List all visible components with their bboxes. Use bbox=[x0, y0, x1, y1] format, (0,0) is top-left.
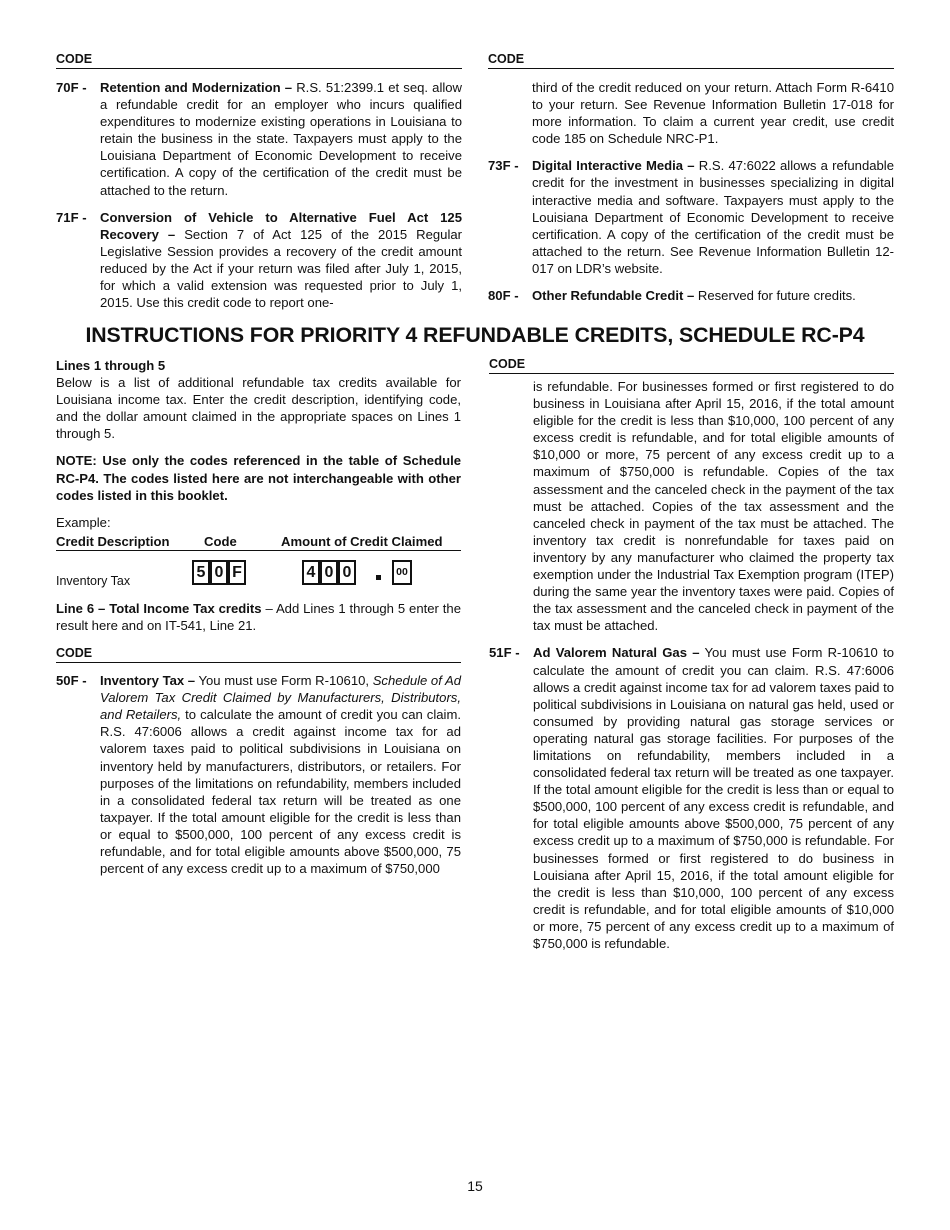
example-label: Example: bbox=[56, 514, 111, 530]
credit-title: Conversion of Vehicle to Alternative Fuel Act 125 Recovery – bbox=[100, 209, 462, 242]
credit-entry-70f bbox=[56, 79, 462, 199]
code-box: 0 bbox=[210, 560, 228, 585]
credit-entry-51f bbox=[489, 644, 894, 952]
code-header: CODE bbox=[488, 52, 894, 69]
left-column bbox=[56, 357, 461, 877]
amount-box: 0 bbox=[338, 560, 356, 585]
top-right-column bbox=[488, 52, 894, 304]
column-amount: Amount of Credit Claimed bbox=[281, 533, 443, 549]
credit-entry-80f bbox=[488, 287, 894, 304]
credit-text: R.S. 47:6022 allows a refundable credit for the investment in businesses specializing in digital interactive media and software. Taxpayers must apply to the Louisiana Department of Economic Development to receive certification. A copy of the certification of the credit must be attached to the return. See Revenue Information Bulletin 12-017 on LDR’s website. bbox=[532, 158, 894, 276]
credit-code: 73F - bbox=[488, 158, 519, 174]
credit-title: Retention and Modernization – bbox=[100, 80, 293, 95]
credit-entry-73f bbox=[488, 157, 894, 277]
credit-code: 70F - bbox=[56, 80, 87, 95]
lines-text: Below is a list of additional refundable tax credits available for Louisiana income tax. Enter the credit description, identifying code, and the dollar amount claimed in the appropriate spaces on Lines 1 through 5. bbox=[56, 375, 461, 442]
lines-heading: Lines 1 through 5 bbox=[56, 358, 166, 373]
example-description: Inventory Tax bbox=[56, 573, 131, 588]
credit-text: You must use Form R-10610 to calculate the amount of credit you can claim. R.S. 47:6006 allows a credit against income tax for ad valorem taxes paid to political subdivisions in Louisiana on natural gas held, used or consumed by providing natural gas storage services or operating natural gas storage facilities. For purposes of the limitations on refundability, members included in a consolidated federal tax return will be treated as one taxpayer. If the total amount eligible for the credit is less than or equal to $500,000, 100 percent of any excess credit is refundable, and for total eligible amounts above $500,000, 75 percent of any excess credit up to a maximum of $750,000 is refundable. For businesses formed or first registered to do business in Louisiana after April 15, 2016, if the total amount eligible for the credit is less than $10,000, 100 percent of any excess credit is refundable, and for total eligible amounts of $10,000 or more, 75 percent of any excess credit up to a maximum of $750,000 is refundable. bbox=[533, 645, 894, 951]
code-header: CODE bbox=[56, 646, 461, 663]
credit-title: Other Refundable Credit – bbox=[532, 288, 695, 304]
page-number: 15 bbox=[467, 1178, 483, 1194]
column-credit-description: Credit Description bbox=[56, 533, 170, 549]
line6-text bbox=[56, 600, 461, 634]
right-column bbox=[489, 357, 894, 952]
column-code: Code bbox=[204, 533, 237, 549]
example-header-row bbox=[56, 533, 461, 551]
cents-box: 00 bbox=[392, 560, 412, 585]
note-text: NOTE: Use only the codes referenced in the table of Schedule RC-P4. The codes listed here are not interchangeable with other codes listed in this booklet. bbox=[56, 453, 461, 503]
credit-text: R.S. 51:2399.1 et seq. allow a refundable credit for an employer who incurs qualified expenditures to modernize existing operations in Louisiana to retain the business in the state. Taxpayers must apply to the Louisiana Department of Economic Development to receive certification. A copy of the certification of the credit must be attached to the return. bbox=[100, 80, 462, 198]
form-title: Schedule of Ad Valorem Tax Credit Claimed by Manufacturers, Distributors, and Retailers, bbox=[100, 673, 462, 723]
credit-text: Section 7 of Act 125 of the 2015 Regular Legislative Session provides a recovery of the credit amount reduced by the Act if your return was filed after July 1, 2015, for which a valid extension was requested prior to July 1, 2015. Use this credit code to report one- bbox=[100, 226, 462, 311]
credit-code: 51F - bbox=[489, 645, 520, 661]
credit-code: 71F - bbox=[56, 209, 87, 225]
code-header: CODE bbox=[489, 357, 894, 374]
credit-text: Reserved for future credits. bbox=[694, 288, 856, 304]
credit-continuation: is refundable. For businesses formed or first registered to do business in Louisiana after April 15, 2016, if the total amount eligible for the credit is less than $10,000, 100 percent of any excess credit is refundable, and for total eligible amounts of $10,000 or more, 75 percent of any excess credit up to a maximum of $750,000 is refundable. Copies of the tax assessment and the canceled check in the payment of the tax must be attached. Copies of the tax assessment and the canceled check in payment of the tax must be attached. The inventory tax credit is nonrefundable for taxes paid on inventory by any manufacturer who claimed the property tax exemption under the Industrial Tax Exemption program (ITEP) during the same year the inventory taxes were paid. Copies of the tax assessment and the canceled check in payment of the tax must be attached. bbox=[533, 379, 894, 634]
credit-text: to calculate the amount of credit you can claim. R.S. 47:6006 allows a credit against income tax for ad valorem taxes paid to political subdivisions in Louisiana on inventory held by manufacturers, distributors, or retailers. For purposes of the limitations on refundability, members included in a consolidated federal tax return will be treated as one taxpayer. If the total amount eligible for the credit is less than or equal to $500,000, 100 percent of any excess credit is refundable, and for total eligible amounts above $500,000, 75 percent of any excess credit up to a maximum of $750,000 bbox=[100, 707, 461, 877]
code-header: CODE bbox=[56, 52, 462, 69]
amount-box: 0 bbox=[320, 560, 338, 585]
line6-body: – Add Lines 1 through 5 enter the result here and on IT-541, Line 21. bbox=[56, 600, 461, 633]
credit-entry-50f bbox=[56, 672, 461, 877]
credit-title: Ad Valorem Natural Gas – bbox=[533, 645, 700, 661]
credit-code: 50F - bbox=[56, 673, 87, 689]
credit-code: 80F - bbox=[488, 288, 519, 304]
decimal-point bbox=[376, 575, 381, 580]
code-box: 5 bbox=[192, 560, 210, 585]
credit-continuation: third of the credit reduced on your return. Attach Form R-6410 to your return. See Revenue Information Bulletin 17-018 for more information. To claim a current year credit, use credit code 185 on Schedule NRC-P1. bbox=[532, 80, 894, 147]
credit-text: You must use Form R-10610, bbox=[195, 673, 373, 689]
credit-entry-71f bbox=[56, 209, 462, 312]
credit-title: Inventory Tax – bbox=[100, 673, 196, 689]
code-box: F bbox=[228, 560, 246, 585]
top-left-column bbox=[56, 52, 462, 311]
credit-title: Digital Interactive Media – bbox=[532, 158, 695, 174]
section-title: INSTRUCTIONS FOR PRIORITY 4 REFUNDABLE CREDITS, SCHEDULE RC-P4 bbox=[85, 323, 865, 347]
line6-title: Line 6 – Total Income Tax credits bbox=[56, 600, 262, 616]
example-table bbox=[56, 533, 461, 593]
amount-box: 4 bbox=[302, 560, 320, 585]
